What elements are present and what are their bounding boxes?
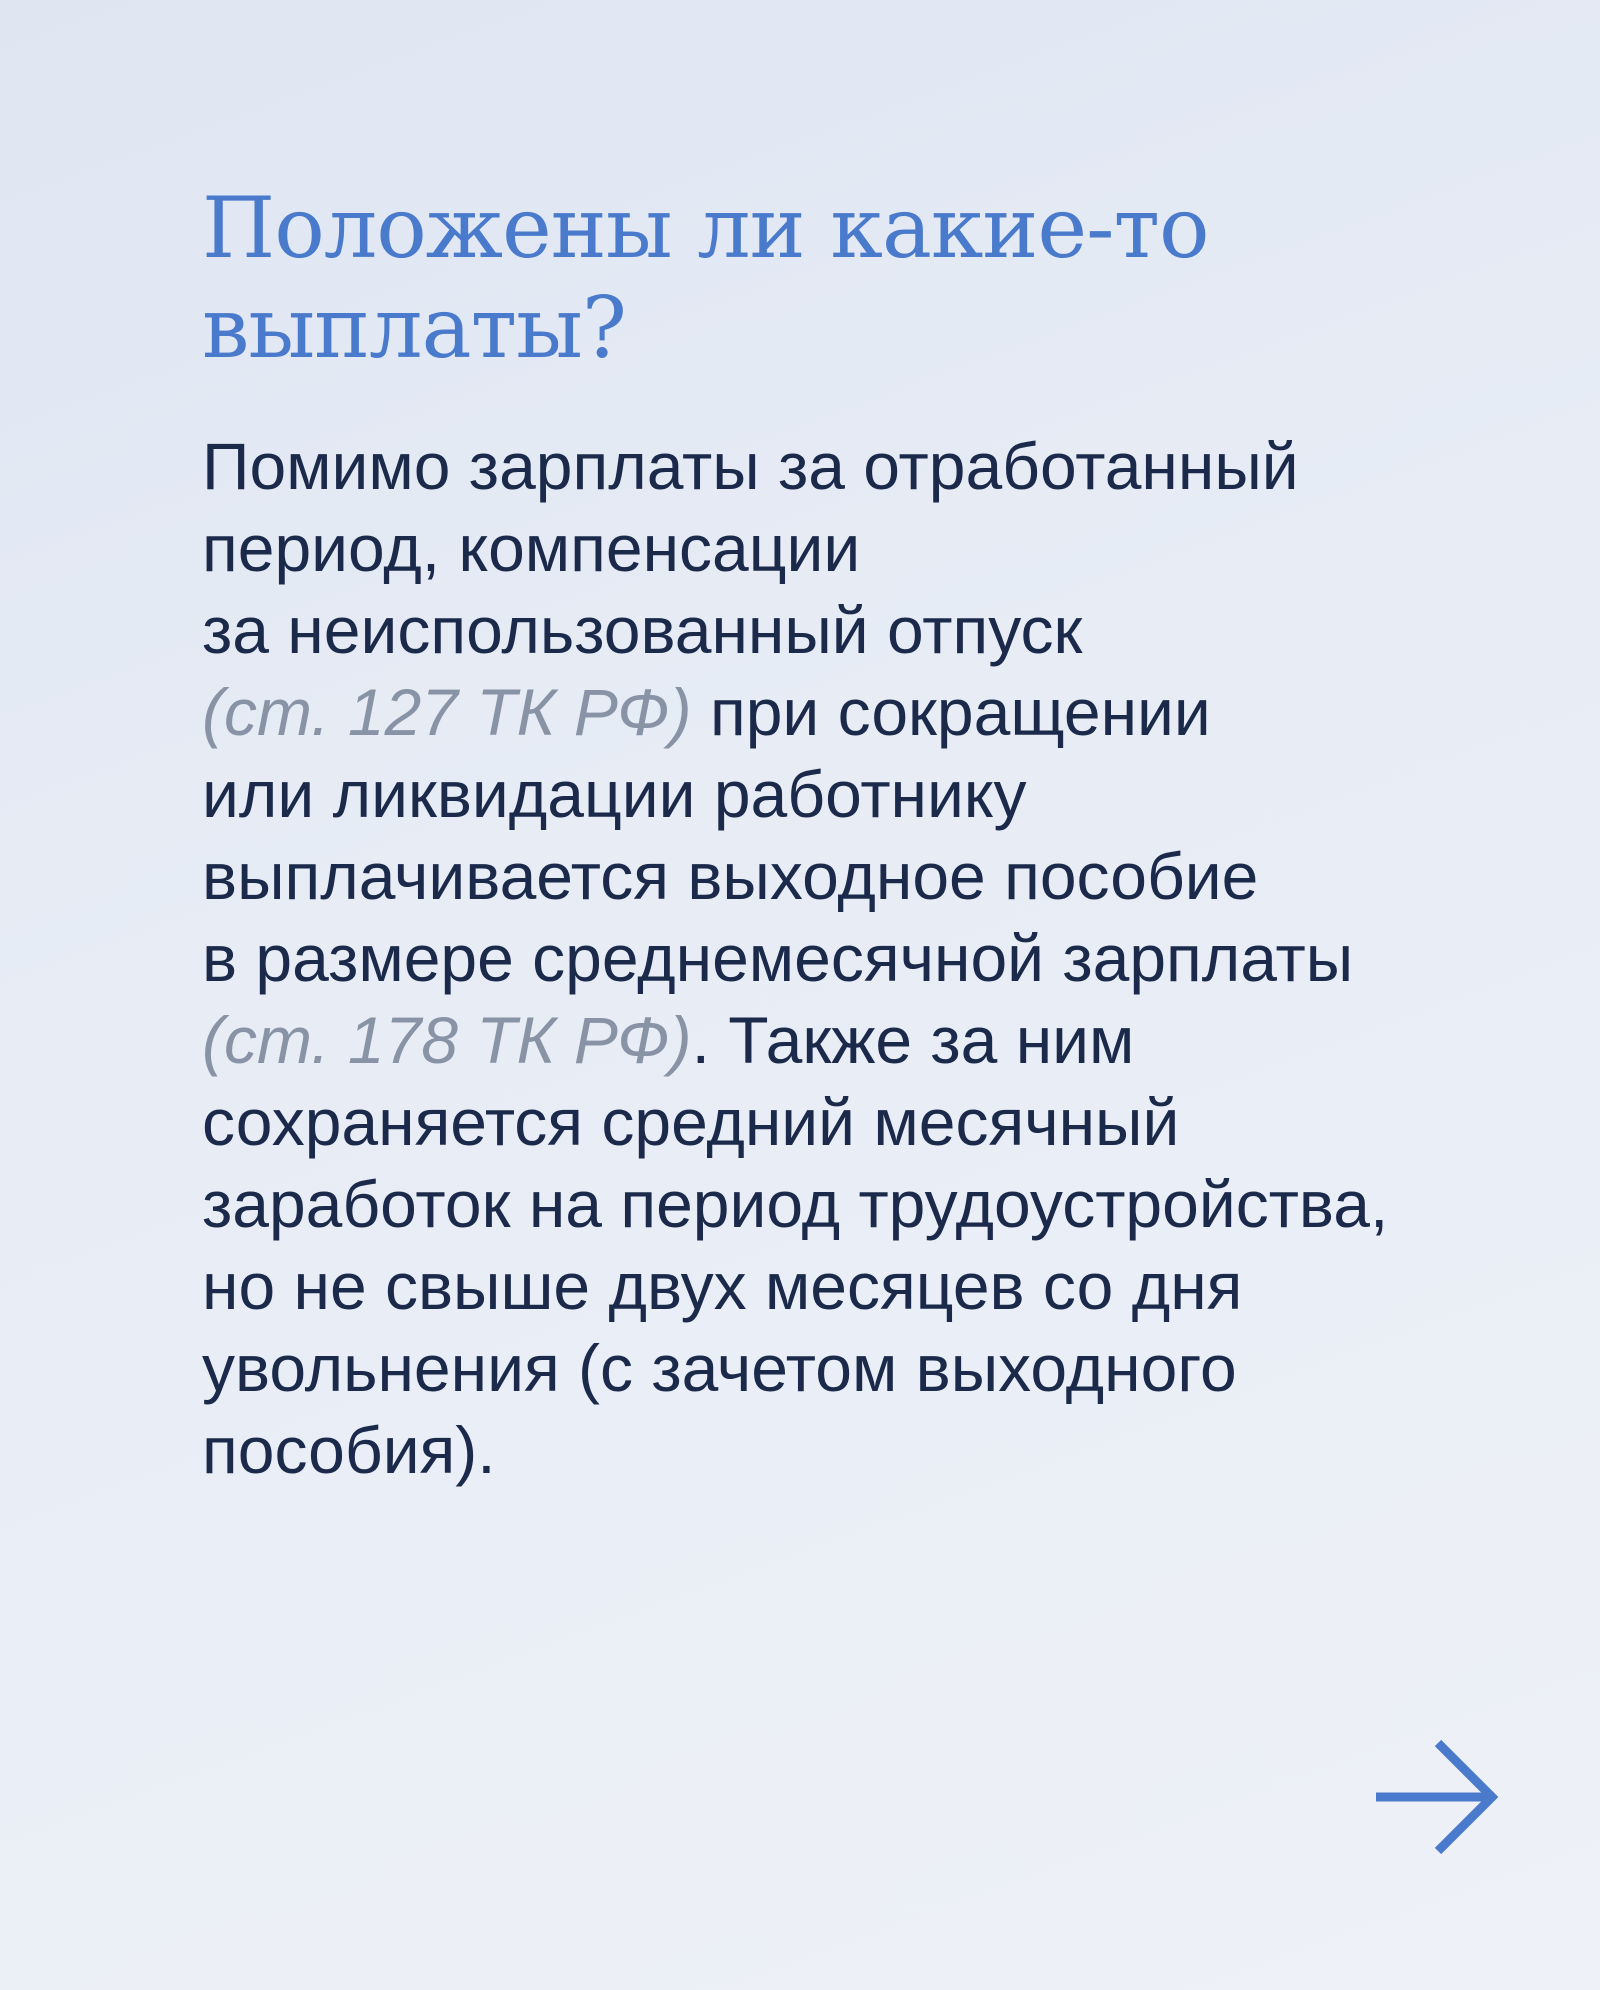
arrow-right-icon [1372,1735,1504,1859]
body-line: за неиспользованный отпуск [202,593,1083,667]
body-text-fragment: . Также за ним [691,1003,1135,1077]
body-line: заработок на период трудоустройства, [202,1167,1389,1241]
body-line: или ликвидации работнику [202,757,1027,831]
next-slide-button[interactable] [1372,1735,1504,1859]
body-paragraph [202,425,1502,1491]
page-title [202,178,1402,378]
body-line: увольнения (с зачетом выходного [202,1331,1237,1405]
law-reference: (ст. 178 ТК РФ) [202,1003,692,1077]
body-line: но не свыше двух месяцев со дня [202,1249,1243,1323]
body-line [202,999,1502,1081]
body-line [202,671,1502,753]
body-line: сохраняется средний месячный [202,1085,1180,1159]
body-line: Помимо зарплаты за отработанный [202,429,1299,503]
body-line: в размере среднемесячной зарплаты [202,921,1354,995]
body-line: выплачивается выходное пособие [202,839,1259,913]
body-line: период, компенсации [202,511,861,585]
body-line: пособия). [202,1413,496,1487]
law-reference: (ст. 127 ТК РФ) [202,675,692,749]
title-line: Положены ли какие-то [202,179,1209,277]
title-line: выплаты? [202,279,626,377]
body-text-fragment: при сокращении [691,675,1211,749]
